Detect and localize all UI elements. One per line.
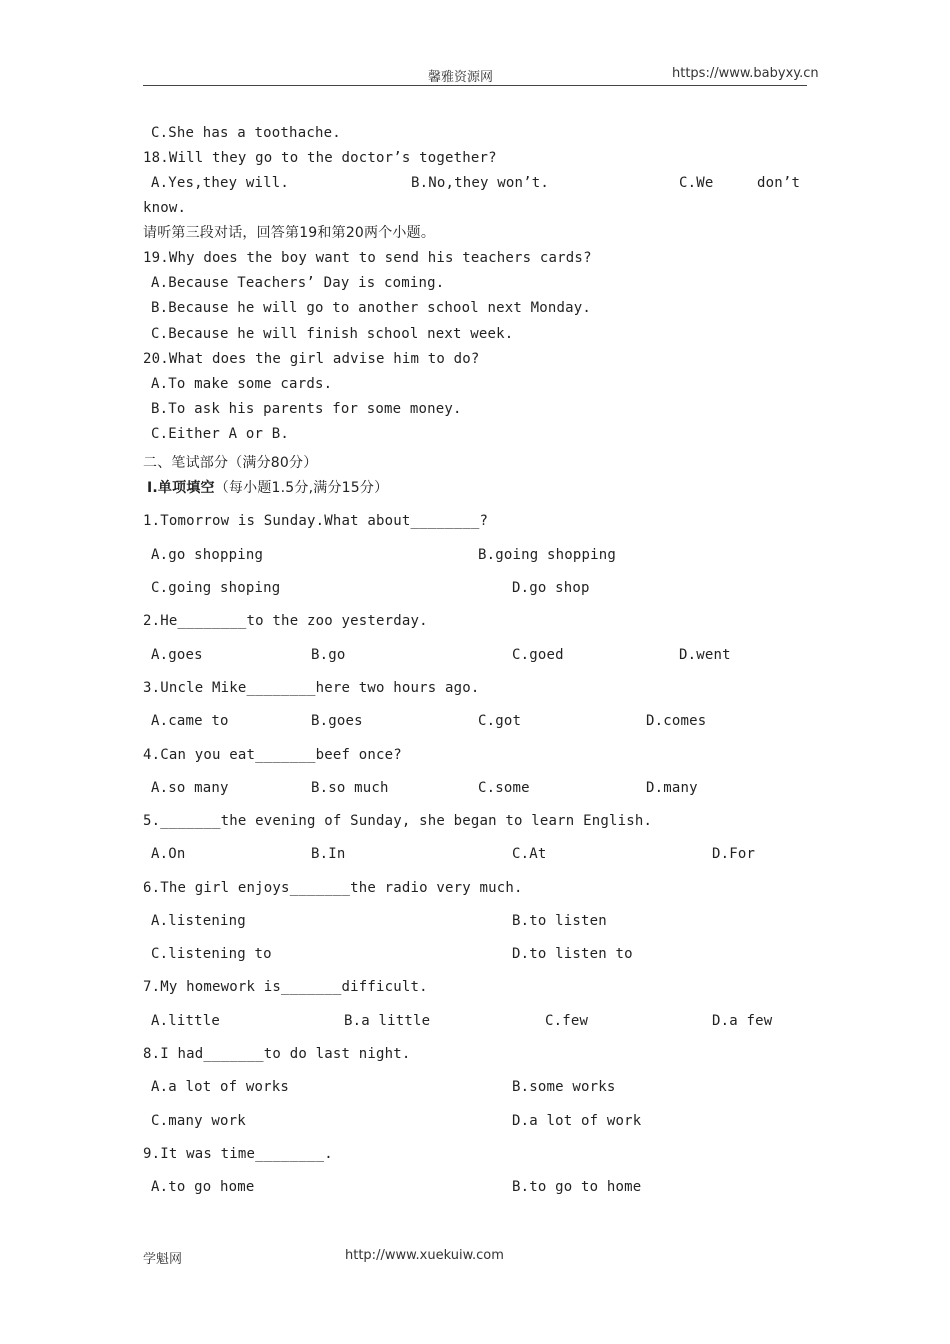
option-c: C.going shoping bbox=[151, 580, 281, 596]
option-b: B.to listen bbox=[512, 913, 607, 929]
question-stem: 6.The girl enjoys_______the radio very much. bbox=[143, 880, 523, 896]
q20-option-c: C.Either A or B. bbox=[151, 426, 290, 442]
option-b: B.goes bbox=[311, 713, 363, 729]
option-c: C.many work bbox=[151, 1113, 246, 1129]
listening-instruction: 请听第三段对话，回答第19和第20两个小题。 bbox=[143, 225, 436, 241]
q20-option-b: B.To ask his parents for some money. bbox=[151, 401, 462, 417]
question-stem: 1.Tomorrow is Sunday.What about________? bbox=[143, 513, 489, 529]
q18-option-c: C.We bbox=[679, 175, 714, 191]
option-b: B.to go to home bbox=[512, 1179, 642, 1195]
option-c: C.got bbox=[478, 713, 522, 729]
option-d: D.a lot of work bbox=[512, 1113, 642, 1129]
q19-option-a: A.Because Teachers’ Day is coming. bbox=[151, 275, 445, 291]
option-d: D.many bbox=[646, 780, 698, 796]
option-c: C.listening to bbox=[151, 946, 272, 962]
part1-label: Ⅰ.单项填空 bbox=[147, 480, 215, 496]
option-b: B.a little bbox=[344, 1013, 431, 1029]
q20-stem: 20.What does the girl advise him to do? bbox=[143, 351, 480, 367]
q18-option-c-wrap: know. bbox=[143, 200, 187, 216]
q19-stem: 19.Why does the boy want to send his teachers cards? bbox=[143, 250, 592, 266]
option-b: B.so much bbox=[311, 780, 389, 796]
option-c: C.At bbox=[512, 846, 547, 862]
option-c: C.goed bbox=[512, 647, 564, 663]
footer-site-name: 学魁网 bbox=[143, 1252, 183, 1267]
q19-option-c: C.Because he will finish school next week. bbox=[151, 326, 514, 342]
option-d: D.go shop bbox=[512, 580, 590, 596]
q17-option-c: C.She has a toothache. bbox=[151, 125, 341, 141]
question-stem: 2.He________to the zoo yesterday. bbox=[143, 613, 428, 629]
option-a: A.came to bbox=[151, 713, 229, 729]
option-d: D.went bbox=[679, 647, 731, 663]
question-stem: 3.Uncle Mike________here two hours ago. bbox=[143, 680, 480, 696]
q20-option-a: A.To make some cards. bbox=[151, 376, 333, 392]
option-a: A.little bbox=[151, 1013, 221, 1029]
option-a: A.so many bbox=[151, 780, 229, 796]
question-stem: 7.My homework is_______difficult. bbox=[143, 979, 428, 995]
option-a: A.goes bbox=[151, 647, 203, 663]
q19-option-b: B.Because he will go to another school next Monday. bbox=[151, 300, 592, 316]
option-d: D.a few bbox=[712, 1013, 773, 1029]
written-section-title: 二、笔试部分（满分80分） bbox=[143, 455, 318, 471]
footer-url: http://www.xuekuiw.com bbox=[345, 1248, 504, 1263]
header-divider bbox=[143, 85, 807, 86]
q18-option-c-cont: don’t bbox=[757, 175, 801, 191]
q18-option-a: A.Yes,they will. bbox=[151, 175, 290, 191]
q18-stem: 18.Will they go to the doctor’s together? bbox=[143, 150, 497, 166]
question-stem: 8.I had_______to do last night. bbox=[143, 1046, 411, 1062]
option-b: B.going shopping bbox=[478, 547, 617, 563]
option-d: D.to listen to bbox=[512, 946, 633, 962]
question-stem: 4.Can you eat_______beef once? bbox=[143, 747, 402, 763]
option-a: A.On bbox=[151, 846, 186, 862]
option-a: A.a lot of works bbox=[151, 1079, 290, 1095]
option-a: A.to go home bbox=[151, 1179, 255, 1195]
question-stem: 9.It was time________. bbox=[143, 1146, 333, 1162]
option-d: D.For bbox=[712, 846, 756, 862]
option-d: D.comes bbox=[646, 713, 707, 729]
header-site-name: 馨雅资源网 bbox=[428, 70, 494, 85]
option-b: B.some works bbox=[512, 1079, 616, 1095]
q18-option-b: B.No,they won’t. bbox=[411, 175, 550, 191]
option-c: C.some bbox=[478, 780, 530, 796]
part1-note: （每小题1.5分,满分15分） bbox=[214, 480, 389, 496]
question-stem: 5._______the evening of Sunday, she began to learn English. bbox=[143, 813, 653, 829]
header-url: https://www.babyxy.cn bbox=[672, 66, 819, 81]
option-b: B.In bbox=[311, 846, 346, 862]
option-a: A.listening bbox=[151, 913, 246, 929]
option-a: A.go shopping bbox=[151, 547, 264, 563]
option-b: B.go bbox=[311, 647, 346, 663]
part1-heading bbox=[147, 479, 388, 497]
option-c: C.few bbox=[545, 1013, 589, 1029]
